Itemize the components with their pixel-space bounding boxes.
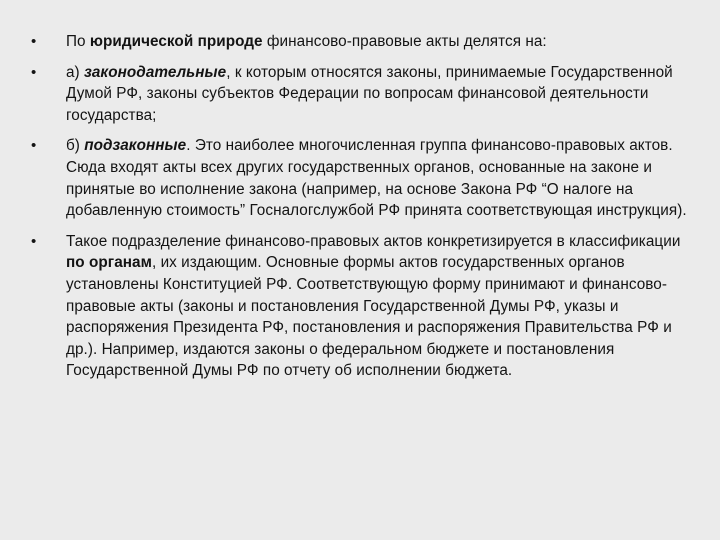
text-segment: б) (66, 137, 85, 155)
bullet-item-legal-nature (0, 31, 690, 53)
emphasis-term: законодательные (84, 63, 227, 81)
bullet-icon: • (31, 232, 37, 250)
bullet-icon: • (31, 63, 37, 81)
bullet-list (0, 31, 690, 382)
bullet-icon: • (31, 137, 37, 155)
text-segment: По (66, 33, 90, 50)
text-segment: . Это наиболее многочисленная группа финансово-правовых актов. Сюда входят акты всех других государственных органов, основанные на законе и принятые во исполнение закона (например, на основе Закона РФ “О налоге на добавленную стоимость” Госналогслужбой РФ принята соответствующая инструкция). (66, 137, 687, 220)
text-segment: , их издающим. Основные формы актов государственных органов установлены Конституцией РФ. Соответствующую форму принимают и финансово-правовые акты (законы и постановления Государственной Думы РФ, указы и распоряжения Президента РФ, постановления и распоряжения Правительства РФ и др.). Например, издаются законы о федеральном бюджете и постановления Государственной Думы РФ по отчету об исполнении бюджета. (66, 254, 672, 380)
text-segment: финансово-правовые акты делятся на: (262, 33, 547, 50)
emphasis-term: подзаконные (84, 137, 187, 155)
text-segment: , к которым относятся законы, принимаемые Государственной Думой РФ, законы субъектов Федерации по вопросам финансовой деятельности государства; (66, 63, 673, 124)
bullet-item-subordinate (0, 135, 690, 221)
emphasis-term: юридической природе (89, 33, 263, 50)
bullet-item-by-organs (0, 231, 690, 382)
text-segment: Такое подразделение финансово-правовых актов конкретизируется в классификации (66, 232, 681, 250)
text-segment: а) (66, 63, 85, 81)
bullet-icon: • (31, 33, 37, 50)
emphasis-term: по органам (66, 254, 152, 272)
bullet-item-legislative (0, 62, 690, 127)
